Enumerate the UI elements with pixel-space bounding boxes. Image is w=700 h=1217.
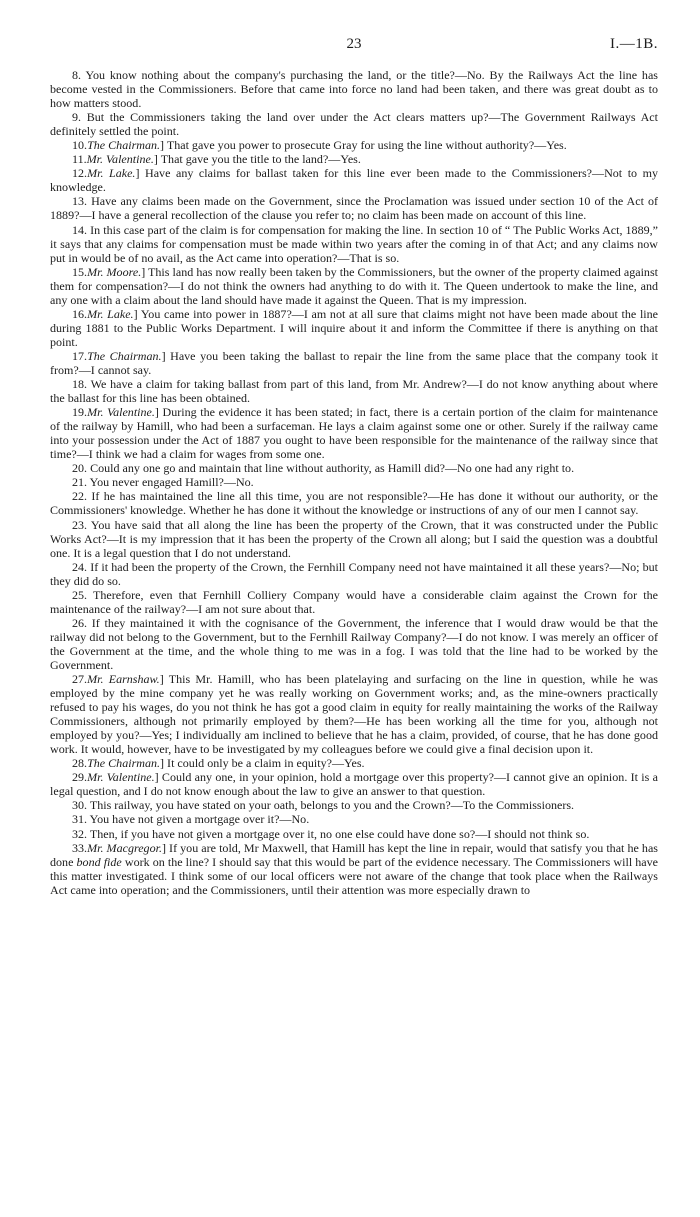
question-number: 13. <box>72 194 88 209</box>
testimony-paragraph <box>50 756 658 770</box>
paragraph-text: Could any one go and maintain that line without authority, as Hamill did?—No one had any right to. <box>87 461 575 476</box>
paragraph-text: We have a claim for taking ballast from part of this land, from Mr. Andrew?—I do not know anything about where the ballast for this line has been obtained. <box>50 377 658 406</box>
testimony-paragraph <box>50 798 658 812</box>
speaker-name: The Chairman. <box>87 138 161 153</box>
paragraph-text: ] That gave you the title to the land?—Yes. <box>153 152 361 167</box>
paragraph-text: ] This Mr. Hamill, who has been platelaying and surfacing on the line in question, while he was employed by the mine company yet he was really working on Government works; and, as the mine-owners practically refused to pay his wages, do you not think he has got a good claim in equity for really maintaining the works of the Railway Commissioners, although not primarily employed by them?—He has been working all the time for you, although not employed by you?—Yes; I individually am inclined to believe that he has a claim, provided, of course, that he has done good work. It would, however, have to be investigated by my colleagues before we could give a final decision upon it. <box>50 672 658 757</box>
paragraph-text: ] During the evidence it has been stated; in fact, there is a certain portion of the claim for maintenance of the railway by Hamill, who had been a surfaceman. He lays a claim against some one or other. Surely if the railway came into your possession under the Act of 1887 you ought to have been responsible for the maintenance of the railway since that time?—I think we had a claim for wages from some one. <box>50 405 658 462</box>
question-number: 17. <box>72 348 88 363</box>
paragraph-text-continued: work on the line? I should say that this would be part of the evidence necessary. The Commissioners will have this matter investigated. I think some of our local officers were not aware of the change that took place when the Railways Act came into operation; and the Commissioners, until their attention was more especially drawn to <box>50 854 659 897</box>
question-number: 9. <box>72 110 82 125</box>
testimony-paragraph <box>50 265 658 307</box>
speaker-name: Mr. Moore. <box>87 264 142 279</box>
paragraph-text: If they maintained it with the cognisance of the Government, the inference that I would draw would be that the railway did not belong to the Government, but to the Fernhill Railway Company?—I do not know. I was merely an officer of the Government at the time, and the whole thing to me was in a fog. I was told that the line had to be worked by the Government. <box>50 615 658 672</box>
speaker-name: Mr. Valentine. <box>86 152 154 167</box>
question-number: 27. <box>72 672 88 687</box>
question-number: 22. <box>72 489 88 504</box>
speaker-name: Mr. Valentine. <box>87 405 155 420</box>
question-number: 28. <box>72 756 88 771</box>
section-reference: I.—1B. <box>610 36 658 52</box>
testimony-paragraph <box>50 812 658 826</box>
question-number: 25. <box>72 587 88 602</box>
paragraph-text: ] That gave you power to prosecute Gray for using the line without authority?—Yes. <box>160 138 567 153</box>
question-number: 10. <box>72 138 88 153</box>
speaker-name: Mr. Macgregor. <box>87 840 162 855</box>
paragraph-text: ] Could any one, in your opinion, hold a mortgage over this property?—I cannot give an opinion. It is a legal question, and I do not know enough about the law to give an answer to that question. <box>50 770 658 799</box>
italic-term: bond fide <box>76 854 122 869</box>
testimony-paragraph <box>50 349 658 377</box>
testimony-paragraph <box>50 194 658 222</box>
paragraph-text: ] Have you been taking the ballast to repair the line from the same place that the company took it from?—I cannot say. <box>50 348 658 377</box>
testimony-paragraph <box>50 489 658 517</box>
testimony-paragraph <box>50 166 658 194</box>
page-number: 23 <box>346 36 362 52</box>
testimony-paragraph <box>50 377 658 405</box>
testimony-body <box>50 68 658 897</box>
testimony-paragraph <box>50 223 658 265</box>
paragraph-text: ] This land has now really been taken by the Commissioners, but the owner of the property claimed against them for compensation?—I do not think the owners had anything to do with it. The Queen undertook to make the line, and any one with a claim about the land should have made it against the Queen. That is my impression. <box>50 264 658 307</box>
paragraph-text: In this case part of the claim is for compensation for making the line. In section 10 of “ The Public Works Act, 1889,” it says that any claims for compensation must be made within two years after the coming in of that Act; and any claims now put in would be of no avail, as the Act came into operation?—That is so. <box>50 222 658 265</box>
testimony-paragraph <box>50 672 658 756</box>
question-number: 32. <box>72 826 88 841</box>
question-number: 8. <box>72 68 82 82</box>
speaker-name: The Chairman. <box>87 756 161 771</box>
paragraph-text: ] If you are told, Mr Maxwell, that Hamill has kept the line in repair, would that satisfy you that he has done <box>50 840 658 869</box>
question-number: 16. <box>72 306 88 321</box>
question-number: 18. <box>72 377 88 392</box>
paragraph-text: If it had been the property of the Crown, the Fernhill Company need not have maintained it all these years?—No; but they did do so. <box>50 559 658 588</box>
question-number: 31. <box>72 812 88 827</box>
question-number: 23. <box>72 517 88 532</box>
testimony-paragraph <box>50 827 658 841</box>
paragraph-text: Then, if you have not given a mortgage over it, no one else could have done so?—I should not think so. <box>87 826 590 841</box>
testimony-paragraph <box>50 138 658 152</box>
testimony-paragraph <box>50 110 658 138</box>
question-number: 14. <box>72 222 88 237</box>
question-number: 12. <box>72 166 88 181</box>
question-number: 19. <box>72 405 88 420</box>
question-number: 20. <box>72 461 88 476</box>
speaker-name: Mr. Lake. <box>87 166 136 181</box>
question-number: 33. <box>72 840 88 855</box>
paragraph-text: But the Commissioners taking the land over under the Act clears matters up?—The Government Railways Act definitely settled the point. <box>50 110 658 139</box>
testimony-paragraph <box>50 475 658 489</box>
paragraph-text: Therefore, even that Fernhill Colliery Company would have a considerable claim against the Crown for the maintenance of the railway?—I am not sure about that. <box>50 587 658 616</box>
paragraph-text: This railway, you have stated on your oath, belongs to you and the Crown?—To the Commissioners. <box>87 798 575 813</box>
question-number: 11. <box>72 152 87 167</box>
speaker-name: The Chairman. <box>87 348 162 363</box>
testimony-paragraph <box>50 770 658 798</box>
testimony-paragraph <box>50 307 658 349</box>
question-number: 24. <box>72 559 88 574</box>
paragraph-text: ] You came into power in 1887?—I am not at all sure that claims might not have been made about the line during 1881 to the Public Works Department. I will inquire about it and inform the Committee if there is anything on that point. <box>50 306 659 349</box>
paragraph-text: You never engaged Hamill?—No. <box>87 475 254 490</box>
speaker-name: Mr. Valentine. <box>87 770 155 785</box>
paragraph-text: Have any claims been made on the Government, since the Proclamation was issued under section 10 of the Act of 1889?—I have a general recollection of the clause you refer to; no claim has been made on account of this line. <box>50 194 658 223</box>
paragraph-text: You have not given a mortgage over it?—No. <box>87 812 310 827</box>
paragraph-text: ] Have any claims for ballast taken for this line ever been made to the Commissioners?—Not to my knowledge. <box>50 166 659 195</box>
testimony-paragraph <box>50 405 658 461</box>
testimony-paragraph <box>50 461 658 475</box>
testimony-paragraph <box>50 616 658 672</box>
question-number: 30. <box>72 798 88 813</box>
testimony-paragraph <box>50 588 658 616</box>
speaker-name: Mr. Lake. <box>87 306 134 321</box>
page-header <box>50 36 658 58</box>
question-number: 15. <box>72 264 88 279</box>
paragraph-text: You have said that all along the line has been the property of the Crown, that it was constructed under the Public Works Act?—It is my impression that it has been the property of the Crown all along; but I said the question was a doubtful one. It is a legal question that I do not understand. <box>50 517 658 560</box>
speaker-name: Mr. Earnshaw. <box>87 672 160 687</box>
question-number: 26. <box>72 615 88 630</box>
paragraph-text: If he has maintained the line all this time, you are not responsible?—He has done it without our authority, or the Commissioners' knowledge. Whether he has done it without the knowledge or instructions of any of our men I cannot say. <box>50 489 658 518</box>
testimony-paragraph <box>50 560 658 588</box>
question-number: 29. <box>72 770 88 785</box>
paragraph-text: ] It could only be a claim in equity?—Yes. <box>160 756 365 771</box>
paragraph-text: You know nothing about the company's purchasing the land, or the title?—No. By the Railways Act the line has become vested in the Commissioners. Before that came into force no land had been taken, and there was great doubt as to how matters stood. <box>50 68 658 111</box>
testimony-paragraph <box>50 841 658 897</box>
question-number: 21. <box>72 475 88 490</box>
testimony-paragraph <box>50 68 658 110</box>
testimony-paragraph <box>50 518 658 560</box>
testimony-paragraph <box>50 152 658 166</box>
